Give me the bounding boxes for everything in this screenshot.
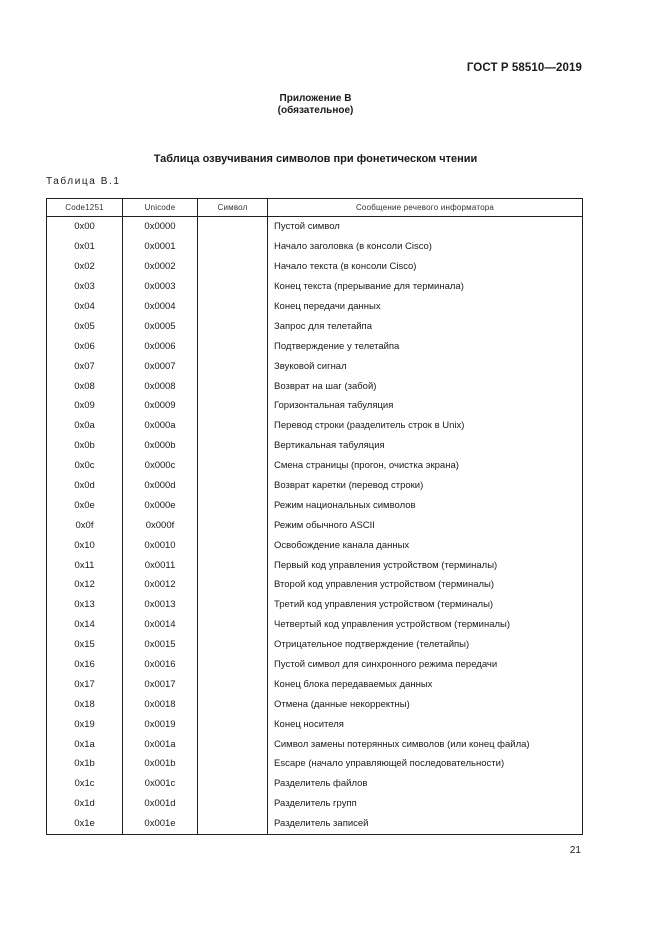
cell-unicode: 0x0000 xyxy=(123,217,198,237)
cell-symbol xyxy=(198,297,268,317)
table-row xyxy=(47,336,583,356)
cell-code1251: 0x08 xyxy=(47,376,123,396)
cell-symbol xyxy=(198,734,268,754)
cell-unicode: 0x0019 xyxy=(123,714,198,734)
annex-heading xyxy=(0,93,661,117)
cell-code1251: 0x02 xyxy=(47,257,123,277)
cell-symbol xyxy=(198,336,268,356)
cell-code1251: 0x03 xyxy=(47,277,123,297)
cell-code1251: 0x19 xyxy=(47,714,123,734)
cell-code1251: 0x1a xyxy=(47,734,123,754)
symbol-table xyxy=(46,198,583,835)
table-row xyxy=(47,217,583,237)
cell-unicode: 0x001b xyxy=(123,754,198,774)
table-row xyxy=(47,575,583,595)
annex-title: Приложение В xyxy=(279,93,352,104)
cell-symbol xyxy=(198,495,268,515)
table-row xyxy=(47,476,583,496)
cell-unicode: 0x001a xyxy=(123,734,198,754)
cell-symbol xyxy=(198,595,268,615)
cell-unicode: 0x000c xyxy=(123,456,198,476)
cell-unicode: 0x0002 xyxy=(123,257,198,277)
cell-message: Режим обычного ASCII xyxy=(268,515,583,535)
table-row xyxy=(47,694,583,714)
cell-code1251: 0x0b xyxy=(47,436,123,456)
cell-message: Первый код управления устройством (терминалы) xyxy=(268,555,583,575)
table-row xyxy=(47,356,583,376)
cell-message: Конец носителя xyxy=(268,714,583,734)
cell-message: Конец передачи данных xyxy=(268,297,583,317)
table-row xyxy=(47,515,583,535)
page-number: 21 xyxy=(569,845,581,856)
cell-unicode: 0x0010 xyxy=(123,535,198,555)
cell-code1251: 0x0f xyxy=(47,515,123,535)
cell-unicode: 0x0005 xyxy=(123,316,198,336)
column-header-message: Сообщение речевого информатора xyxy=(268,199,583,217)
cell-symbol xyxy=(198,714,268,734)
cell-code1251: 0x18 xyxy=(47,694,123,714)
cell-unicode: 0x000d xyxy=(123,476,198,496)
cell-symbol xyxy=(198,436,268,456)
cell-message: Конец блока передаваемых данных xyxy=(268,674,583,694)
annex-status: (обязательное) xyxy=(277,105,354,116)
cell-unicode: 0x0009 xyxy=(123,396,198,416)
cell-unicode: 0x0011 xyxy=(123,555,198,575)
table-row xyxy=(47,655,583,675)
table-row xyxy=(47,674,583,694)
cell-unicode: 0x000b xyxy=(123,436,198,456)
cell-message: Отмена (данные некорректны) xyxy=(268,694,583,714)
cell-symbol xyxy=(198,635,268,655)
cell-message: Разделитель файлов xyxy=(268,774,583,794)
table-row xyxy=(47,277,583,297)
cell-symbol xyxy=(198,217,268,237)
cell-unicode: 0x001c xyxy=(123,774,198,794)
column-header-code1251: Code1251 xyxy=(47,199,123,217)
table-row xyxy=(47,316,583,336)
cell-unicode: 0x000e xyxy=(123,495,198,515)
cell-unicode: 0x000a xyxy=(123,416,198,436)
cell-unicode: 0x001d xyxy=(123,794,198,814)
cell-symbol xyxy=(198,476,268,496)
cell-message: Второй код управления устройством (терминалы) xyxy=(268,575,583,595)
cell-code1251: 0x14 xyxy=(47,615,123,635)
cell-code1251: 0x15 xyxy=(47,635,123,655)
cell-code1251: 0x12 xyxy=(47,575,123,595)
cell-symbol xyxy=(198,555,268,575)
cell-code1251: 0x1d xyxy=(47,794,123,814)
cell-symbol xyxy=(198,794,268,814)
table-row xyxy=(47,396,583,416)
cell-message: Освобождение канала данных xyxy=(268,535,583,555)
cell-code1251: 0x0d xyxy=(47,476,123,496)
table-row xyxy=(47,237,583,257)
cell-code1251: 0x17 xyxy=(47,674,123,694)
cell-symbol xyxy=(198,814,268,834)
table-row xyxy=(47,297,583,317)
cell-code1251: 0x16 xyxy=(47,655,123,675)
cell-symbol xyxy=(198,774,268,794)
cell-message: Пустой символ для синхронного режима передачи xyxy=(268,655,583,675)
cell-symbol xyxy=(198,416,268,436)
table-row xyxy=(47,714,583,734)
cell-symbol xyxy=(198,575,268,595)
cell-unicode: 0x0015 xyxy=(123,635,198,655)
cell-unicode: 0x000f xyxy=(123,515,198,535)
cell-message: Четвертый код управления устройством (терминалы) xyxy=(268,615,583,635)
table-row xyxy=(47,635,583,655)
table-row xyxy=(47,416,583,436)
table-row xyxy=(47,595,583,615)
cell-unicode: 0x0013 xyxy=(123,595,198,615)
table-header-row xyxy=(47,199,583,217)
table-row xyxy=(47,257,583,277)
cell-code1251: 0x1c xyxy=(47,774,123,794)
cell-symbol xyxy=(198,257,268,277)
table-row xyxy=(47,376,583,396)
cell-unicode: 0x0017 xyxy=(123,674,198,694)
cell-unicode: 0x0003 xyxy=(123,277,198,297)
cell-symbol xyxy=(198,535,268,555)
cell-code1251: 0x06 xyxy=(47,336,123,356)
cell-unicode: 0x0018 xyxy=(123,694,198,714)
cell-symbol xyxy=(198,277,268,297)
cell-code1251: 0x0a xyxy=(47,416,123,436)
cell-code1251: 0x05 xyxy=(47,316,123,336)
cell-symbol xyxy=(198,376,268,396)
cell-message: Режим национальных символов xyxy=(268,495,583,515)
table-row xyxy=(47,794,583,814)
cell-message: Escape (начало управляющей последовательности) xyxy=(268,754,583,774)
cell-message: Разделитель записей xyxy=(268,814,583,834)
cell-message: Подтверждение у телетайпа xyxy=(268,336,583,356)
table-row xyxy=(47,774,583,794)
cell-unicode: 0x0008 xyxy=(123,376,198,396)
cell-code1251: 0x1b xyxy=(47,754,123,774)
cell-unicode: 0x0001 xyxy=(123,237,198,257)
cell-message: Начало заголовка (в консоли Cisco) xyxy=(268,237,583,257)
cell-code1251: 0x1e xyxy=(47,814,123,834)
table-body xyxy=(47,217,583,835)
cell-symbol xyxy=(198,316,268,336)
table-row xyxy=(47,754,583,774)
cell-message: Звуковой сигнал xyxy=(268,356,583,376)
cell-code1251: 0x11 xyxy=(47,555,123,575)
cell-symbol xyxy=(198,237,268,257)
cell-unicode: 0x001e xyxy=(123,814,198,834)
cell-message: Вертикальная табуляция xyxy=(268,436,583,456)
cell-unicode: 0x0004 xyxy=(123,297,198,317)
cell-message: Отрицательное подтверждение (телетайпы) xyxy=(268,635,583,655)
cell-symbol xyxy=(198,456,268,476)
cell-message: Возврат каретки (перевод строки) xyxy=(268,476,583,496)
cell-message: Символ замены потерянных символов (или конец файла) xyxy=(268,734,583,754)
cell-symbol xyxy=(198,356,268,376)
column-header-symbol: Символ xyxy=(198,199,268,217)
cell-symbol xyxy=(198,615,268,635)
table-row xyxy=(47,734,583,754)
cell-unicode: 0x0007 xyxy=(123,356,198,376)
table-row xyxy=(47,456,583,476)
table-row xyxy=(47,555,583,575)
table-row xyxy=(47,495,583,515)
cell-code1251: 0x01 xyxy=(47,237,123,257)
cell-unicode: 0x0006 xyxy=(123,336,198,356)
cell-symbol xyxy=(198,655,268,675)
cell-symbol xyxy=(198,694,268,714)
cell-symbol xyxy=(198,515,268,535)
cell-code1251: 0x04 xyxy=(47,297,123,317)
cell-message: Горизонтальная табуляция xyxy=(268,396,583,416)
cell-message: Разделитель групп xyxy=(268,794,583,814)
cell-symbol xyxy=(198,396,268,416)
cell-message: Третий код управления устройством (терминалы) xyxy=(268,595,583,615)
cell-message: Конец текста (прерывание для терминала) xyxy=(268,277,583,297)
cell-unicode: 0x0012 xyxy=(123,575,198,595)
cell-code1251: 0x0e xyxy=(47,495,123,515)
cell-message: Начало текста (в консоли Cisco) xyxy=(268,257,583,277)
cell-message: Запрос для телетайпа xyxy=(268,316,583,336)
cell-code1251: 0x07 xyxy=(47,356,123,376)
table-row xyxy=(47,436,583,456)
cell-unicode: 0x0014 xyxy=(123,615,198,635)
cell-symbol xyxy=(198,754,268,774)
table-label: Таблица В.1 xyxy=(46,176,121,187)
cell-unicode: 0x0016 xyxy=(123,655,198,675)
table-row xyxy=(47,535,583,555)
table-heading: Таблица озвучивания символов при фонетическом чтении xyxy=(153,153,478,165)
cell-code1251: 0x13 xyxy=(47,595,123,615)
cell-code1251: 0x10 xyxy=(47,535,123,555)
cell-message: Возврат на шаг (забой) xyxy=(268,376,583,396)
cell-symbol xyxy=(198,674,268,694)
cell-message: Смена страницы (прогон, очистка экрана) xyxy=(268,456,583,476)
table-row xyxy=(47,615,583,635)
cell-message: Перевод строки (разделитель строк в Unix) xyxy=(268,416,583,436)
table-row xyxy=(47,814,583,834)
cell-code1251: 0x00 xyxy=(47,217,123,237)
column-header-unicode: Unicode xyxy=(123,199,198,217)
standard-number: ГОСТ Р 58510—2019 xyxy=(466,62,582,74)
cell-code1251: 0x09 xyxy=(47,396,123,416)
cell-message: Пустой символ xyxy=(268,217,583,237)
cell-code1251: 0x0c xyxy=(47,456,123,476)
